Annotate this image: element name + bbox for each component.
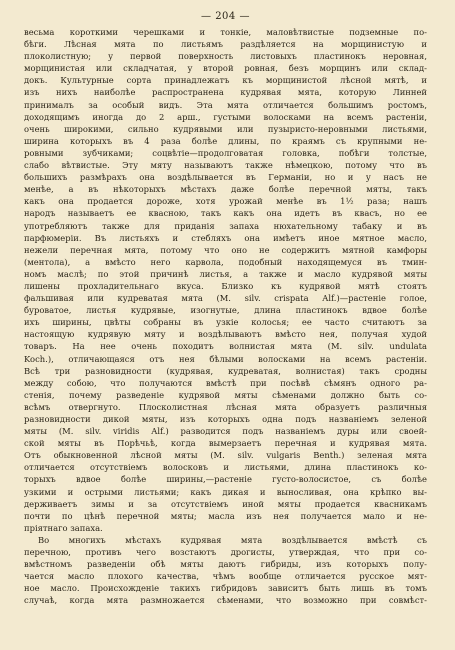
text-line: парфюмерiи. Въ листьяхъ и стебляхъ она имѣетъ иное мятное масло, (24, 232, 427, 243)
text-line: бѣги. Лѣсная мята по листьямъ раздѣляется на морщинистую и (24, 39, 427, 50)
text-line: прiятнаго запаха. (24, 522, 103, 533)
text-line: весьма короткими черешками и тонкiе, маловѣтвистые подземные по- (24, 27, 427, 37)
text-line: принималъ за особый видъ. Эта мята отличается большимъ ростомъ, (24, 99, 427, 110)
text-line: всѣмъ отвергнуто. Плосколистная лѣсная мята образуетъ различныя (24, 401, 427, 412)
text-line: ровными зубчиками; соцвѣтiе—продолговатая головка, побѣги толстые, (24, 147, 427, 158)
text-line: торыхъ вдвое болѣе ширины,—растенiе густо-волосистое, съ болѣе (24, 474, 427, 485)
text-line: держиваетъ зимы и за отсутствiемъ иной мяты продается квасникамъ (24, 498, 427, 509)
text-line: ской мяты въ Порѣчьѣ, когда вымерзаетъ перечная и кудрявая мята. (24, 438, 427, 449)
text-line: изъ нихъ наиболѣе распространена кудрявая мята, которую Линней (24, 87, 427, 98)
text-line: буроватое, листья кудрявые, изогнутые, длина пластинокъ вдвое болѣе (24, 305, 427, 316)
text-line: доходящимъ иногда до 2 арш., густыми волосками на всемъ растенiи, (24, 111, 427, 122)
text-line: какъ она продается дороже, хотя урожай менѣе въ 1½ раза; нашъ (24, 196, 427, 207)
page-number: — 204 — (201, 11, 250, 22)
text-line: лишены прохладительнаго вкуса. Близко къ кудрявой мятѣ стоятъ (24, 280, 427, 291)
body-text (24, 26, 427, 607)
text-line: Всѣ три разновидности (кудрявая, кудреватая, волнистая) такъ сродны (24, 365, 427, 376)
text-line: слабо вѣтвистые. Эту мяту называютъ также нѣмецкою, потому что въ (24, 160, 427, 171)
text-line: ное масло. Происхожденiе такихъ гибридовъ зависитъ быть лишь въ томъ (24, 583, 427, 594)
text-line: плоколистную; у первой поверхность листовыхъ пластинокъ неровная, (24, 51, 427, 62)
text-line: Отъ обыкновенной лѣсной мяты (M. silv. vulgaris Benth.) зеленая мята (24, 450, 427, 461)
text-line: вмѣстномъ разведенiи обѣ мяты даютъ гибриды, изъ которыхъ полу- (24, 559, 427, 570)
text-line: чается масло плохого качества, чѣмъ вообще отличается русское мят- (24, 571, 427, 582)
text-line: номъ маслѣ; по этой причинѣ листья, а также и масло кудрявой мяты (24, 268, 427, 279)
text-line: менѣе, а въ нѣкоторыхъ мѣстахъ даже болѣе перечной мяты, такъ (24, 184, 427, 195)
text-line: между собою, что получаются вмѣстѣ при посѣвѣ сѣмянъ одного ра- (24, 377, 427, 388)
text-line: употребляютъ также для приданiя запаха нюхательному табаку и въ (24, 220, 427, 231)
text-line: нежели перечная мята, потому что оно не содержитъ мятной камфоры (24, 244, 427, 255)
text-line: морщинистая или складчатая, у второй ровная, безъ морщинъ или склад- (24, 63, 427, 74)
text-line: фальшивая или кудреватая мята (M. silv. crispata Alf.)—растенiе голое, (24, 293, 427, 304)
text-line: товаръ. На нее очень походитъ волнистая мята (M. silv. undulata (24, 341, 427, 352)
text-line: стенiя, почему разведенiе кудрявой мяты сѣменами должно быть со- (24, 389, 427, 400)
text-line: докъ. Культурные сорта принадлежатъ къ морщинистой лѣсной мятѣ, и (24, 75, 427, 86)
text-line: случаѣ, когда мята размножается сѣменами, что возможно при совмѣст- (24, 595, 427, 606)
text-line: народъ называетъ ее квасною, такъ какъ она идетъ въ квасъ, но ее (24, 208, 427, 219)
text-line: Во многихъ мѣстахъ кудрявая мята воздѣлывается вмѣстѣ съ (38, 534, 427, 545)
text-line: отличается отсутствiемъ волосковъ и листьями, длина пластинокъ ко- (24, 462, 427, 473)
text-line: настоящую кудрявую мяту и воздѣлываютъ вмѣсто нея, получая худой (24, 329, 427, 340)
text-line: почти по цѣнѣ перечной мяты; масла изъ нея получается мало и не- (24, 510, 427, 521)
text-line: разновидности дикой мяты, изъ которыхъ одна подъ названiемъ зеленой (24, 414, 427, 424)
text-line: перечною, противъ чего возстаютъ дрогисты, утверждая, что при со- (24, 547, 427, 558)
text-line: ихъ ширины, цвѣты собраны въ узкiе колосья; ее часто считаютъ за (24, 317, 427, 328)
text-line: Koch.), отличающаяся отъ нея бѣлыми волосками на всемъ растенiи. (24, 353, 427, 364)
text-line: мяты (M. silv. viridis Alf.) разводится подъ названiемъ дуры или своей- (24, 426, 427, 437)
text-line: большихъ размѣрахъ она воздѣлывается въ Германiи, но и у насъ не (24, 172, 427, 183)
text-line: (ментола), а вмѣсто него карвола, подобный находящемуся въ тмин- (24, 256, 427, 267)
text-line: узкими и острыми листьями; какъ дикая и выносливая, она крѣпко вы- (24, 486, 427, 497)
text-line: очень широкими, сильно кудрявыми или пузыристо-неровными листьями, (24, 123, 427, 134)
text-line: ширина которыхъ въ 4 раза болѣе длины, по краямъ съ крупными не- (24, 135, 427, 146)
